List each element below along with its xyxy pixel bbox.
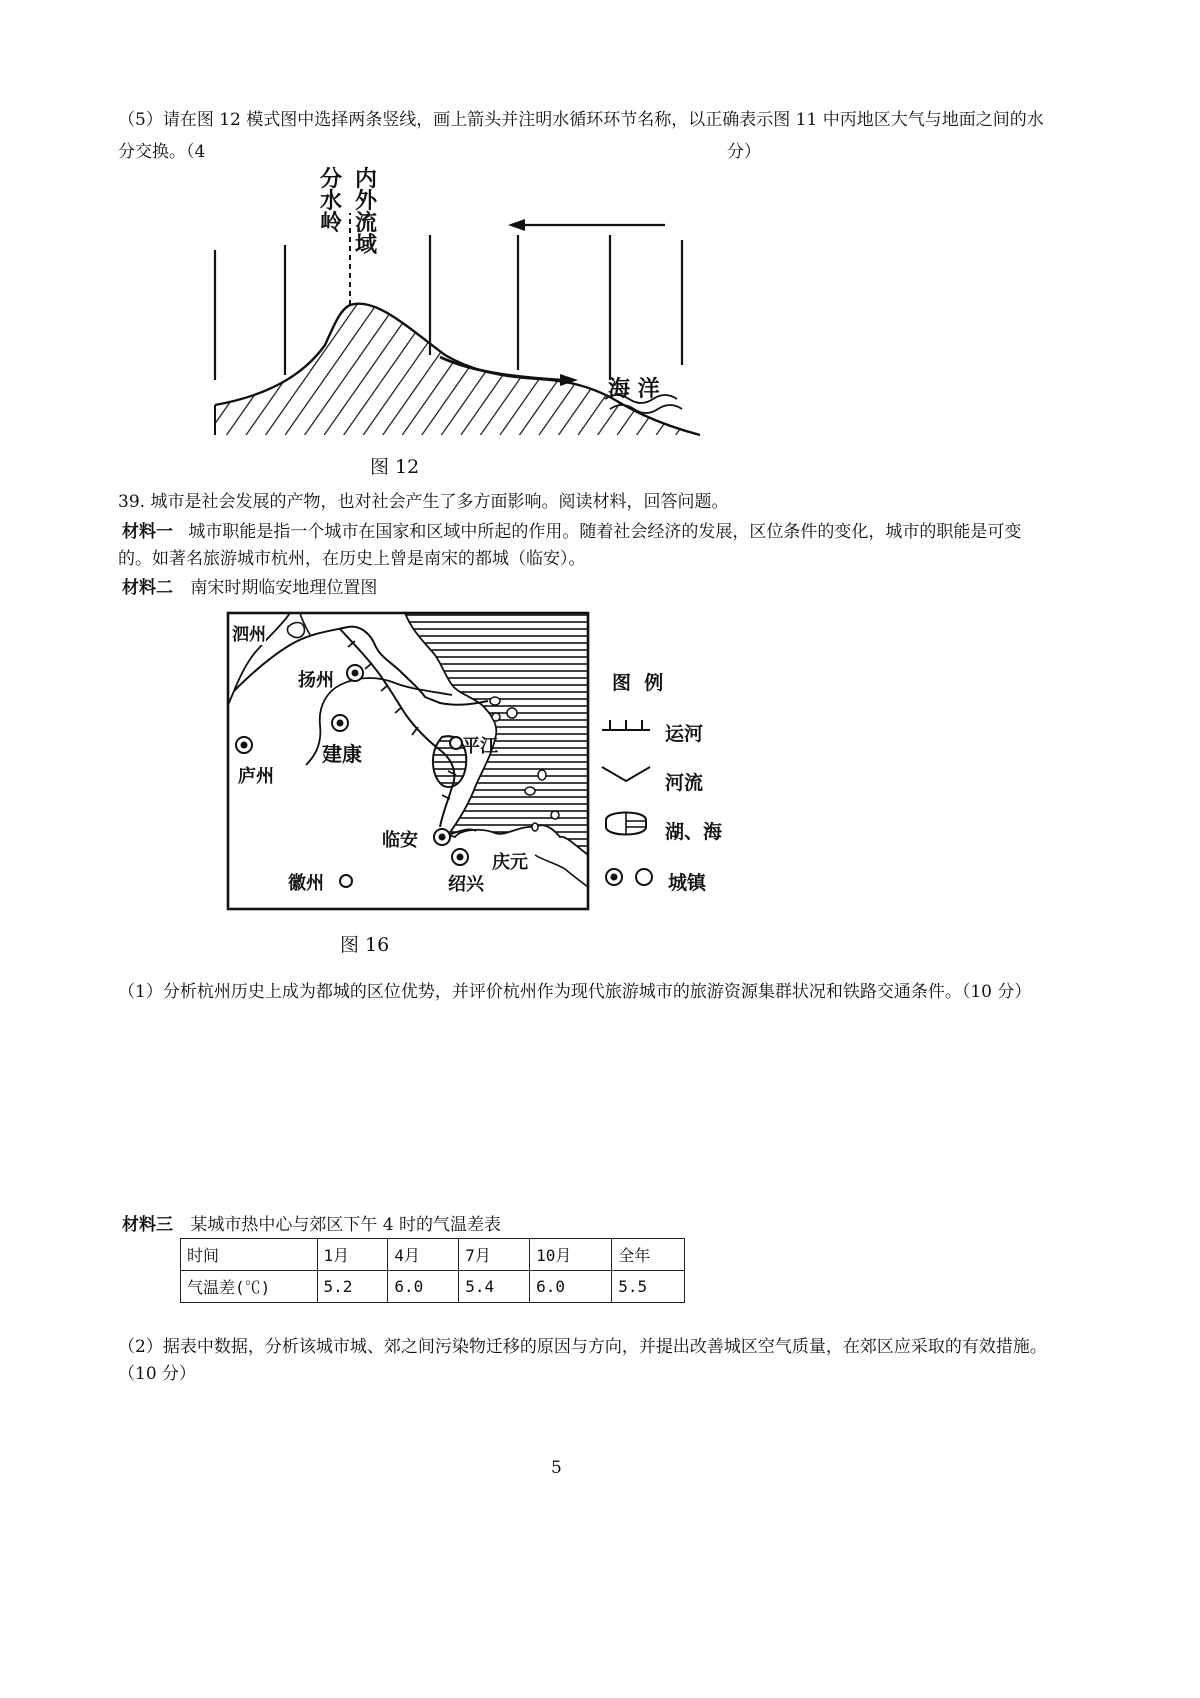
label-shaoxing: 绍兴 [448, 874, 484, 895]
table-cell: 5.5 [612, 1271, 685, 1303]
town-huizhou-marker [340, 875, 352, 887]
legend-canal: 运河 [665, 723, 704, 745]
table-header-cell: 全年 [612, 1239, 685, 1271]
town-shaoxing-marker [452, 849, 468, 865]
figure-12-diagram [200, 165, 740, 485]
material-2-text: 南宋时期临安地理位置图 [190, 578, 378, 598]
material-1 [122, 520, 1021, 544]
legend-title: 图 例 [612, 672, 664, 694]
label-ocean: 海 洋 [608, 376, 660, 402]
material-3-title: 材料三 [122, 1215, 173, 1235]
table-row [181, 1271, 685, 1303]
q5-line1: （5）请在图 12 模式图中选择两条竖线，画上箭头并注明水循环环节名称，以正确表示图 11 中丙地区大气与地面之间的水 [118, 110, 1044, 130]
label-watershed-divide: 分 水 岭 [320, 166, 343, 236]
material-2-title: 材料二 [122, 578, 173, 598]
table-cell: 6.0 [388, 1271, 459, 1303]
label-huizhou: 徽州 [288, 873, 324, 894]
map-legend [602, 720, 652, 885]
legend-town: 城镇 [668, 872, 707, 894]
page-number: 5 [551, 1458, 562, 1478]
label-jiankang: 建康 [322, 742, 362, 766]
town-luzhou-marker [236, 737, 252, 753]
legend-river: 河流 [665, 772, 704, 794]
material-2 [122, 576, 377, 600]
material-1-line2: 的。如著名旅游城市杭州，在历史上曾是南宋的都城（临安）。 [118, 549, 586, 569]
q39-intro: 39. 城市是社会发展的产物，也对社会产生了多方面影响。阅读材料，回答问题。 [118, 492, 729, 512]
material-3-text: 某城市热中心与郊区下午 4 时的气温差表 [190, 1215, 502, 1235]
q1-text: （1）分析杭州历史上成为都城的区位优势，并评价杭州作为现代旅游城市的旅游资源集群状况和铁路交通条件。（10 分） [118, 982, 1032, 1002]
material-3 [122, 1213, 501, 1237]
table-row-label: 气温差(℃) [181, 1271, 318, 1303]
table-header-cell: 1月 [317, 1239, 388, 1271]
town-yangzhou-marker [347, 665, 363, 681]
town-linan-marker [434, 829, 450, 845]
table-cell: 6.0 [530, 1271, 612, 1303]
q5-line2-end: 分） [727, 142, 761, 162]
figure-16-caption: 图 16 [340, 934, 390, 956]
material-1-title: 材料一 [122, 522, 173, 542]
label-pingjiang: 平江 [462, 736, 498, 757]
label-qingyuan: 庆元 [492, 852, 528, 873]
table-header-cell: 4月 [388, 1239, 459, 1271]
label-luzhou: 庐州 [238, 766, 274, 787]
town-pingjiang-marker [450, 737, 462, 749]
label-inner-outer-basin: 内 外 流 域 [355, 166, 378, 258]
table-cell: 5.2 [317, 1271, 388, 1303]
figure-12-caption: 图 12 [370, 456, 420, 478]
label-linan: 临安 [382, 830, 418, 851]
table-header-row [181, 1239, 685, 1271]
table-header-cell: 7月 [459, 1239, 530, 1271]
q2-line2: （10 分） [118, 1364, 197, 1384]
temperature-table [180, 1238, 685, 1303]
material-1-text: 城市职能是指一个城市在国家和区域中所起的作用。随着社会经济的发展，区位条件的变化，城市的职能是可变 [188, 522, 1022, 542]
label-yangzhou: 扬州 [298, 670, 334, 691]
town-jiankang-marker [332, 715, 348, 731]
legend-lake-sea: 湖、海 [665, 821, 723, 843]
q2-line1: （2）据表中数据，分析该城市城、郊之间污染物迁移的原因与方向，并提出改善城区空气质量，在郊区应采取的有效措施。 [118, 1337, 1047, 1357]
label-sizhou: 泗州 [232, 620, 266, 645]
q5-line2-start: 分交换。（4 [118, 142, 206, 162]
table-header-cell: 10月 [530, 1239, 612, 1271]
table-header-cell: 时间 [181, 1239, 318, 1271]
table-cell: 5.4 [459, 1271, 530, 1303]
